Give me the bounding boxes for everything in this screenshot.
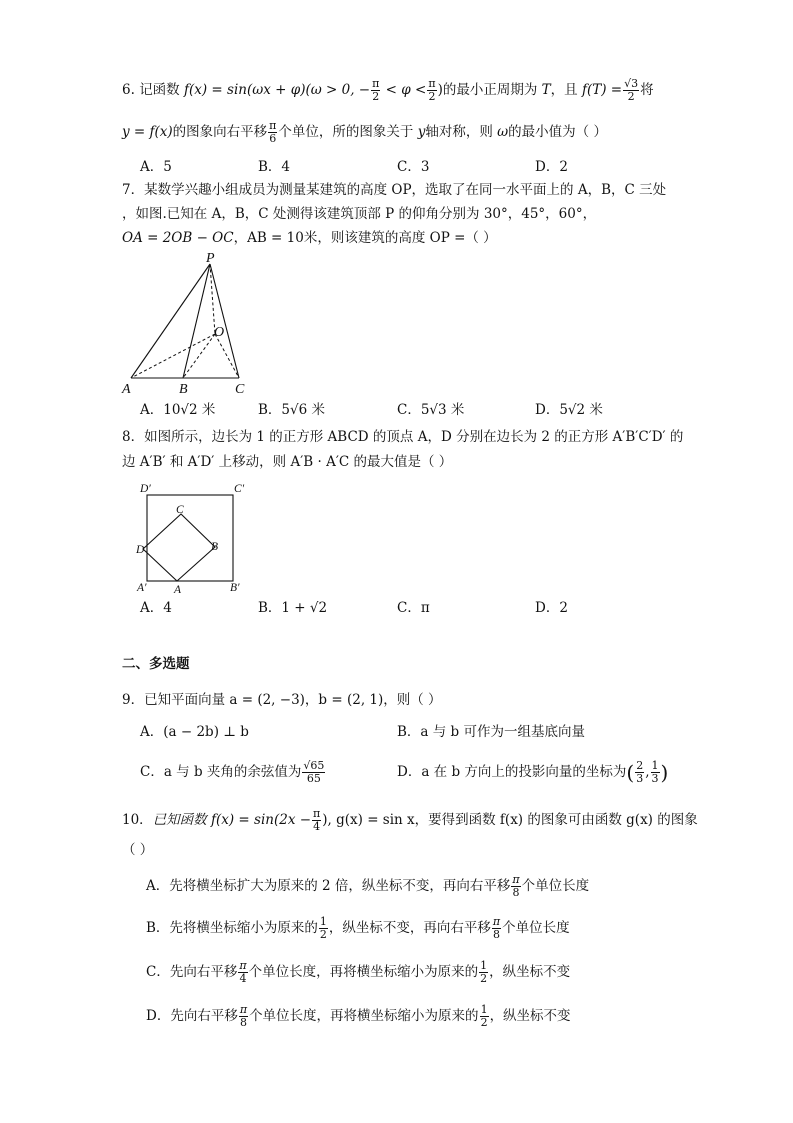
q7-figure-pyramid (118, 250, 258, 398)
q6-T: T (541, 82, 551, 98)
q8-label-bp: B′ (230, 582, 240, 594)
q8-figure-squares (130, 478, 250, 596)
q9-option-b[interactable]: B．a 与 b 可作为一组基底向量 (397, 724, 585, 740)
q7-option-a[interactable]: A．10√2 米 (140, 402, 216, 418)
q8-inner-square (143, 514, 215, 581)
q10-option-c[interactable]: C．先向右平移 $\frac{\pi}{4}$ 个单位长度，再将横坐标缩小为原来的 $\frac{1}{2}$ ，纵坐标不变 (146, 959, 571, 985)
q7-line1 (122, 180, 666, 200)
q8-option-a[interactable]: A．4 (140, 600, 172, 616)
q6-frac-pi-2b: $\frac{\pi}{2}$ (428, 77, 436, 103)
q9-c-frac: $\frac{√65}{65}$ (303, 759, 325, 785)
q10-stem: 10．已知函数 f(x) = sin(2x − $\frac{\pi}{4}$ ), g(x) = sin x，要得到函数 f(x) 的图象可由函数 g(x) 的图象 (122, 807, 698, 833)
q9-d-frac1: $\frac{2}{3}$ (636, 759, 644, 785)
q7-dashed-oa (131, 334, 215, 378)
q7-number: 7． (122, 182, 145, 198)
q7-edge-pb (183, 264, 210, 378)
q8-option-b[interactable]: B．1 + √2 (258, 600, 328, 616)
q8-label-ap: A′ (137, 582, 147, 594)
q8-label-d: D (136, 544, 145, 556)
q7-option-b[interactable]: B．5√6 米 (258, 402, 325, 418)
q8-label-a: A (174, 584, 182, 596)
q7-label-a: A (122, 382, 131, 397)
q7-label-c: C (235, 382, 245, 397)
q7-line2: ，如图.已知在 A，B，C 处测得该建筑顶部 P 的仰角分别为 30°，45°，60°， (122, 206, 597, 222)
q6-text6: 个单位，所的图象关于 (278, 124, 414, 140)
q10-option-b[interactable]: B．先将横坐标缩小为原来的 $\frac{1}{2}$ ，纵坐标不变，再向右平移 $\frac{\pi}{8}$ 个单位长度 (146, 915, 570, 941)
q7-dashed-oc (215, 334, 239, 378)
q6-lt: < φ < (385, 82, 427, 98)
q6-option-b[interactable]: B．4 (258, 159, 291, 175)
q8-text1: 如图所示，边长为 1 的正方形 ABCD 的顶点 A，D 分别在边长为 2 的正方形 A′B′C′D′ 的 (144, 429, 684, 445)
q9-option-c[interactable]: C．a 与 b 夹角的余弦值为 $\frac{√65}{65}$ (140, 759, 325, 785)
q6-line2 (122, 120, 607, 145)
q6-text1: 记函数 (139, 82, 180, 98)
q6-omega: ω (497, 124, 509, 140)
q6-function-def: f(x) = sin(ωx + φ)(ω > 0, − (183, 82, 371, 98)
q7-vector-eq: OA = 2OB − OC (122, 230, 234, 246)
q6-text2: 的最小正周期为 (442, 82, 538, 98)
q6-text4: 将 (640, 82, 654, 98)
q6-text8: 的最小值为（ ） (508, 124, 607, 140)
q8-number: 8． (122, 429, 145, 445)
q10-frac-pi-4: $\frac{\pi}{4}$ (313, 807, 321, 833)
q6-option-c[interactable]: C．3 (397, 159, 430, 175)
q6-option-d[interactable]: D．2 (535, 159, 568, 175)
q6-option-a[interactable]: A．5 (140, 159, 172, 175)
q8-label-cp: C′ (234, 483, 245, 495)
q10-paren: （ ） (122, 842, 154, 858)
q8-label-b: B (211, 541, 219, 553)
q8-line1 (122, 427, 683, 447)
q7-label-o: O (214, 325, 225, 340)
q9-option-a[interactable]: A．(a − 2b) ⊥ b (140, 724, 249, 740)
q6-y: y (417, 124, 426, 140)
q6-text3: ，且 (550, 82, 578, 98)
q7-label-b: B (179, 382, 188, 397)
q10-option-a[interactable]: A．先将横坐标扩大为原来的 2 倍，纵坐标不变，再向右平移 $\frac{\pi}{8}$ 个单位长度 (146, 873, 590, 899)
q6-frac-sqrt3-2: $\frac{√3}{2}$ (624, 77, 639, 103)
q9-stem-text: 已知平面向量 a = (2, −3)，b = (2, 1)，则（ ） (144, 692, 442, 708)
q9-d-frac2: $\frac{1}{3}$ (651, 759, 659, 785)
q8-label-c: C (176, 504, 184, 516)
q10-number: 10． (122, 812, 153, 828)
q6-text5: 的图象向右平移 (172, 124, 268, 140)
q7-label-p: P (206, 251, 215, 266)
q6-fT: f(T) = (581, 82, 623, 98)
q6-frac-pi-2: $\frac{\pi}{2}$ (372, 77, 380, 103)
q6-number: 6. (122, 82, 135, 98)
q9-option-d[interactable]: D．a 在 b 方向上的投影向量的坐标为( $\frac{2}{3}$ , $\frac{1}{3}$ ) (397, 759, 669, 785)
q7-text1: 某数学兴趣小组成员为测量某建筑的高度 OP，选取了在同一水平面上的 A，B，C 三处 (144, 182, 667, 198)
q7-option-d[interactable]: D．5√2 米 (535, 402, 603, 418)
q6-y-eq: y = f(x) (122, 124, 173, 140)
q7-ab-eq: ，AB = 10米，则该建筑的高度 OP =（ ） (233, 230, 497, 246)
q8-outer-square (147, 495, 233, 581)
q6-frac-pi-6: $\frac{\pi}{6}$ (269, 119, 277, 145)
q9-stem (122, 690, 442, 710)
q9-number: 9． (122, 692, 145, 708)
q7-line3 (122, 228, 497, 248)
section-title-multiple-choice: 二、多选题 (122, 656, 190, 672)
q10-option-d[interactable]: D．先向右平移 $\frac{\pi}{8}$ 个单位长度，再将横坐标缩小为原来的 $\frac{1}{2}$ ，纵坐标不变 (146, 1003, 571, 1029)
q7-edge-pa (131, 264, 210, 378)
q8-option-c[interactable]: C．π (397, 600, 430, 616)
q6-line1: 6. 记函数 f(x) = sin(ωx + φ)(ω > 0, − $\frac{\pi}{2}$ < φ < $\frac{\pi}{2}$ )的最小正周期为 T，且 f(T) = $\frac{√3}{2}$ 将 (122, 77, 654, 103)
q6-text7: 轴对称，则 (425, 124, 493, 140)
q8-line2: 边 A′B′ 和 A′D′ 上移动，则 A′B · A′C 的最大值是（ ） (122, 454, 453, 470)
q8-option-d[interactable]: D．2 (535, 600, 568, 616)
q8-label-dp: D′ (140, 483, 151, 495)
q7-option-c[interactable]: C．5√3 米 (397, 402, 465, 418)
